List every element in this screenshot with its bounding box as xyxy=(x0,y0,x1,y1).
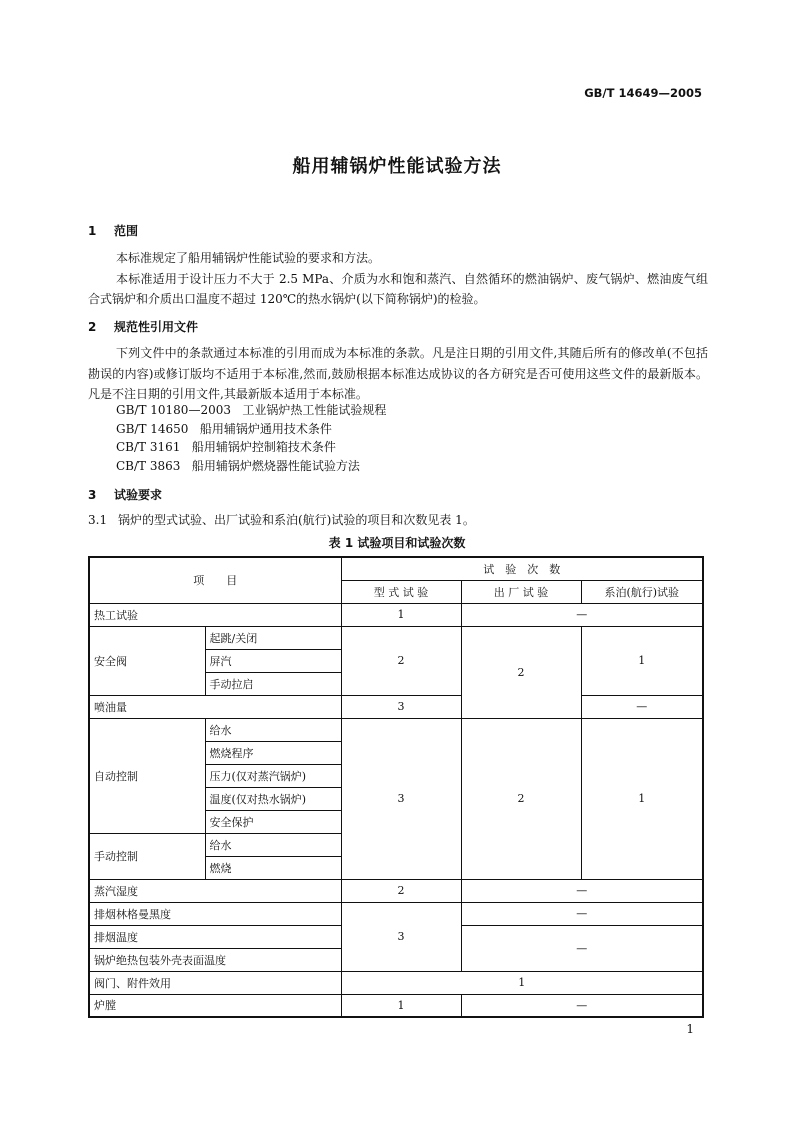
factory-count: 2 xyxy=(461,718,581,879)
section-number: 2 xyxy=(88,320,97,334)
sub-item: 手动拉启 xyxy=(205,672,341,695)
header-type-test: 型 式 试 验 xyxy=(341,580,461,603)
sub-item: 安全保护 xyxy=(205,810,341,833)
section-number: 1 xyxy=(88,224,97,238)
mooring-count: 1 xyxy=(581,718,703,879)
row-item: 排烟温度 xyxy=(89,925,341,948)
section-title: 规范性引用文件 xyxy=(114,320,199,334)
reference-list xyxy=(116,401,386,475)
rest-count: — xyxy=(461,902,703,925)
type-count: 1 xyxy=(341,603,461,626)
paragraph: 本标准适用于设计压力不大于 2.5 MPa、介质为水和饱和蒸汽、自然循环的燃油锅炉、废气锅炉、燃油废气组合式锅炉和介质出口温度不超过 120℃的热水锅炉(以下简称锅炉)的检验。 xyxy=(88,271,708,306)
row-item: 阀门、附件效用 xyxy=(89,971,341,994)
test-items-table xyxy=(88,556,704,1018)
row-item: 热工试验 xyxy=(89,603,341,626)
type-count: 3 xyxy=(341,902,461,971)
reference-item: CB/T 3161 船用辅锅炉控制箱技术条件 xyxy=(116,440,336,454)
standard-code: GB/T 14649—2005 xyxy=(584,86,702,100)
type-count: 3 xyxy=(341,718,461,879)
type-count: 2 xyxy=(341,626,461,695)
page-number: 1 xyxy=(686,1022,694,1036)
section-3-heading xyxy=(88,486,162,503)
sub-item: 燃烧程序 xyxy=(205,741,341,764)
row-item: 手动控制 xyxy=(89,833,205,879)
section-1-body xyxy=(88,248,708,310)
paragraph: 本标准规定了船用辅锅炉性能试验的要求和方法。 xyxy=(116,251,381,265)
sub-item: 给水 xyxy=(205,833,341,856)
section-title: 范围 xyxy=(114,224,139,238)
all-count: 1 xyxy=(341,971,703,994)
reference-item: GB/T 10180—2003 工业锅炉热工性能试验规程 xyxy=(116,403,387,417)
rest-count: — xyxy=(461,603,703,626)
row-item: 排烟林格曼黑度 xyxy=(89,902,341,925)
sub-item: 燃烧 xyxy=(205,856,341,879)
mooring-count: — xyxy=(581,695,703,718)
sub-item: 给水 xyxy=(205,718,341,741)
row-item: 安全阀 xyxy=(89,626,205,695)
row-item: 锅炉绝热包装外壳表面温度 xyxy=(89,948,341,971)
sub-item: 起跳/关闭 xyxy=(205,626,341,649)
sub-item: 温度(仅对热水锅炉) xyxy=(205,787,341,810)
document-title: 船用辅锅炉性能试验方法 xyxy=(292,156,502,177)
header-factory-test: 出 厂 试 验 xyxy=(461,580,581,603)
header-mooring-test: 系泊(航行)试验 xyxy=(581,580,703,603)
header-test-count: 试 验 次 数 xyxy=(341,557,703,580)
rest-count: — xyxy=(461,879,703,902)
clause-text: 锅炉的型式试验、出厂试验和系泊(航行)试验的项目和次数见表 1。 xyxy=(118,513,475,527)
sub-item: 压力(仅对蒸汽锅炉) xyxy=(205,764,341,787)
clause-3-1 xyxy=(88,510,708,531)
mooring-count: 1 xyxy=(581,626,703,695)
section-2-heading xyxy=(88,318,198,335)
type-count: 1 xyxy=(341,994,461,1017)
section-title: 试验要求 xyxy=(114,488,163,502)
header-item: 项 目 xyxy=(89,557,341,603)
row-item: 炉膛 xyxy=(89,994,341,1017)
clause-number: 3.1 xyxy=(88,513,108,527)
factory-count: 2 xyxy=(461,626,581,718)
row-item: 自动控制 xyxy=(89,718,205,833)
rest-count: — xyxy=(461,994,703,1017)
type-count: 2 xyxy=(341,879,461,902)
row-item: 蒸汽湿度 xyxy=(89,879,341,902)
paragraph: 下列文件中的条款通过本标准的引用而成为本标准的条款。凡是注日期的引用文件,其随后所有的修改单(不包括勘误的内容)或修订版均不适用于本标准,然而,鼓励根据本标准达成协议的各方研究是否可使用这些文件的最新版本。凡是不注日期的引用文件,其最新版本适用于本标准。 xyxy=(88,346,708,401)
reference-item: CB/T 3863 船用辅锅炉燃烧器性能试验方法 xyxy=(116,458,360,473)
section-1-heading xyxy=(88,222,138,239)
sub-item: 屏汽 xyxy=(205,649,341,672)
section-number: 3 xyxy=(88,488,97,502)
type-count: 3 xyxy=(341,695,461,718)
table-caption: 表 1 试验项目和试验次数 xyxy=(328,536,466,550)
rest-count: — xyxy=(461,925,703,971)
row-item: 喷油量 xyxy=(89,695,341,718)
section-2-body xyxy=(88,343,708,405)
reference-item: GB/T 14650 船用辅锅炉通用技术条件 xyxy=(116,421,332,436)
